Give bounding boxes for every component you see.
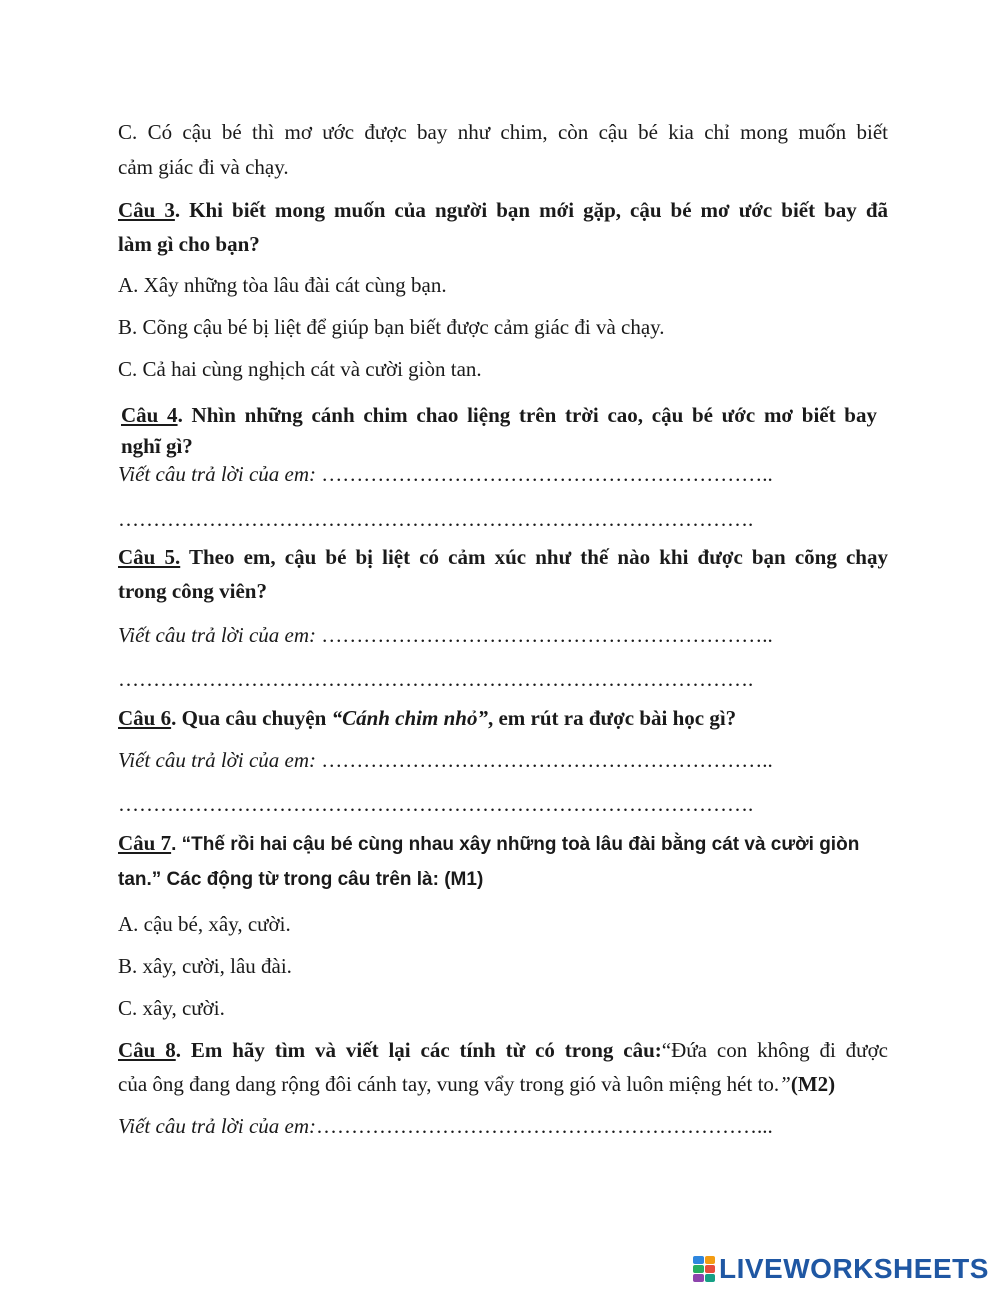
question-8-text: . Em hãy tìm và viết lại các tính từ có trong câu:	[175, 1038, 662, 1062]
question-5-text: Theo em, cậu bé bị liệt có cảm xúc như thế nào khi được bạn cõng chạy	[180, 545, 888, 569]
question-6-text-b: , em rút ra được bài học gì?	[487, 706, 737, 730]
question-3-text: . Khi biết mong muốn của người bạn mới gặp, cậu bé mơ ước biết bay đã	[174, 198, 888, 222]
question-4-text-line2: nghĩ gì?	[121, 434, 193, 458]
question-7-text: . “Thế rồi hai cậu bé cùng nhau xây những toà lâu đài bằng cát và cười giòn	[171, 834, 860, 855]
liveworksheets-icon	[693, 1256, 715, 1282]
liveworksheets-logo	[693, 1254, 989, 1284]
liveworksheets-logo-text: LIVEWORKSHEETS	[719, 1253, 989, 1284]
question-7-label: Câu 7	[118, 831, 172, 855]
question-4-dots1[interactable]: ………………………………………………………..	[321, 462, 773, 486]
question-8-label: Câu 8	[118, 1038, 176, 1062]
question-6	[118, 704, 888, 732]
question-3-text-line2: làm gì cho bạn?	[118, 232, 260, 256]
question-6-dots1[interactable]: ………………………………………………………..	[321, 748, 773, 772]
question-8-quote-line1: “Đứa con không đi được	[661, 1038, 888, 1062]
question-8-answer-line1[interactable]	[118, 1112, 888, 1140]
option-c-line1: C. Có cậu bé thì mơ ước được bay như chim, còn cậu bé kia chỉ mong muốn biết	[118, 120, 888, 144]
question-6-prompt: Viết câu trả lời của em:	[118, 748, 317, 772]
question-7-option-a[interactable]: A. cậu bé, xây, cười.	[118, 912, 291, 936]
question-6-story-title: “Cánh chim nhỏ”	[331, 706, 488, 730]
question-4	[121, 401, 877, 429]
question-6-answer-line1[interactable]	[118, 746, 888, 774]
question-3-option-a[interactable]: A. Xây những tòa lâu đài cát cùng bạn.	[118, 273, 447, 297]
question-7-option-b[interactable]: B. xây, cười, lâu đài.	[118, 954, 292, 978]
question-8-quote-end: ”	[779, 1072, 791, 1096]
question-8	[118, 1036, 888, 1064]
question-5-dots1[interactable]: ………………………………………………………..	[321, 623, 773, 647]
question-6-label: Câu 6	[118, 706, 172, 730]
question-3-label: Câu 3	[118, 198, 175, 222]
question-5-answer-line2[interactable]: ……………………………………………………………………………….	[118, 667, 754, 691]
question-5-answer-line1[interactable]	[118, 621, 888, 649]
option-c-line2: cảm giác đi và chạy.	[118, 155, 289, 179]
question-8-dots1[interactable]: ………………………………………………………...	[316, 1114, 773, 1138]
question-4-answer-line2[interactable]: ……………………………………………………………………………….	[118, 507, 754, 531]
question-6-answer-line2[interactable]: ……………………………………………………………………………….	[118, 792, 754, 816]
question-4-label: Câu 4	[121, 403, 178, 427]
question-8-prompt: Viết câu trả lời của em:	[118, 1114, 317, 1138]
question-7	[118, 829, 888, 859]
question-8-level: (M2)	[790, 1072, 836, 1096]
question-4-answer-line1[interactable]	[118, 460, 888, 488]
question-3-option-c[interactable]: C. Cả hai cùng nghịch cát và cười giòn tan.	[118, 357, 482, 381]
question-3	[118, 196, 888, 224]
question-4-text: . Nhìn những cánh chim chao liệng trên trời cao, cậu bé ước mơ biết bay	[177, 403, 877, 427]
question-6-text-a: . Qua câu chuyện	[171, 706, 332, 730]
question-8-line2	[118, 1070, 888, 1098]
question-8-quote-line2: của ông đang dang rộng đôi cánh tay, vung vẩy trong gió và luôn miệng hét to.	[118, 1072, 780, 1096]
question-4-prompt: Viết câu trả lời của em:	[118, 462, 317, 486]
question-7-text-line2: tan.” Các động từ trong câu trên là: (M1)	[118, 869, 484, 890]
question-5-prompt: Viết câu trả lời của em:	[118, 623, 317, 647]
question-3-option-b[interactable]: B. Cõng cậu bé bị liệt để giúp bạn biết được cảm giác đi và chạy.	[118, 315, 665, 339]
question-7-option-c[interactable]: C. xây, cười.	[118, 996, 225, 1020]
question-5-label: Câu 5.	[118, 545, 181, 569]
question-5-text-line2: trong công viên?	[118, 579, 267, 603]
question-5	[118, 543, 888, 571]
